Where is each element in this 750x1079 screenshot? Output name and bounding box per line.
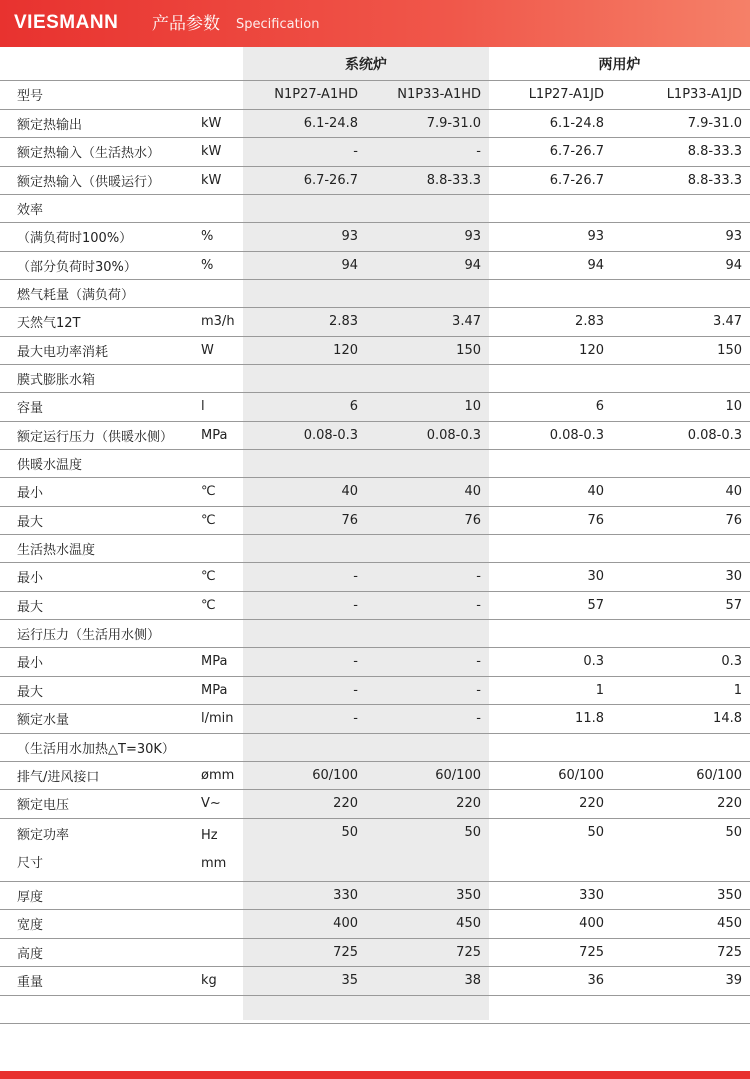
value-cell — [243, 280, 366, 308]
value-cell: 6.7-26.7 — [243, 166, 366, 195]
row-label: 最大 — [0, 506, 197, 535]
value-cell: - — [243, 563, 366, 592]
value-cell — [366, 450, 489, 478]
value-cell: 40 — [366, 478, 489, 507]
row-label: 效率 — [0, 195, 197, 223]
value-cell: 3.47 — [366, 308, 489, 337]
value-cell: 60/100 — [366, 761, 489, 790]
value-cell: - — [243, 676, 366, 705]
value-cell: 30 — [489, 563, 612, 592]
value-cell — [489, 733, 612, 761]
value-cell: 93 — [243, 223, 366, 252]
value-cell — [243, 450, 366, 478]
value-cell: 60/100 — [612, 761, 750, 790]
row-unit: MPa — [197, 421, 243, 450]
row-unit: % — [197, 251, 243, 280]
row-unit: W — [197, 336, 243, 365]
value-cell: 36 — [489, 967, 612, 996]
row-label: 额定功率 尺寸 — [0, 818, 197, 881]
row-unit — [197, 910, 243, 939]
value-cell: 220 — [366, 790, 489, 819]
table-row — [0, 365, 750, 393]
row-label: 排气/进风接口 — [0, 761, 197, 790]
value-cell: 1 — [612, 676, 750, 705]
table-row — [0, 938, 750, 967]
row-label: （满负荷时100%） — [0, 223, 197, 252]
value-cell: 725 — [489, 938, 612, 967]
value-cell — [243, 620, 366, 648]
row-unit: kg — [197, 967, 243, 996]
row-label: 供暖水温度 — [0, 450, 197, 478]
value-cell: 35 — [243, 967, 366, 996]
value-cell: N1P33-A1HD — [366, 81, 489, 110]
value-cell: 350 — [366, 881, 489, 910]
value-cell: 6.1-24.8 — [243, 109, 366, 138]
row-unit: ℃ — [197, 591, 243, 620]
value-cell — [489, 535, 612, 563]
value-cell: 10 — [366, 393, 489, 422]
row-unit — [197, 195, 243, 223]
value-cell: 10 — [612, 393, 750, 422]
value-cell: 60/100 — [489, 761, 612, 790]
value-cell: L1P27-A1JD — [489, 81, 612, 110]
value-cell: 94 — [366, 251, 489, 280]
row-unit — [197, 535, 243, 563]
value-cell — [489, 450, 612, 478]
value-cell — [243, 365, 366, 393]
group-system-boiler: 系统炉 — [243, 47, 489, 81]
row-label: 生活热水温度 — [0, 535, 197, 563]
row-label: （部分负荷时30%） — [0, 251, 197, 280]
value-cell: 450 — [612, 910, 750, 939]
table-row — [0, 733, 750, 761]
value-cell: - — [243, 648, 366, 677]
value-cell: 50 — [489, 818, 612, 881]
table-row — [0, 195, 750, 223]
row-label: 厚度 — [0, 881, 197, 910]
table-row — [0, 280, 750, 308]
value-cell: 94 — [489, 251, 612, 280]
value-cell — [366, 280, 489, 308]
table-row — [0, 251, 750, 280]
value-cell — [612, 195, 750, 223]
table-row — [0, 535, 750, 563]
row-unit: l — [197, 393, 243, 422]
value-cell — [612, 280, 750, 308]
value-cell — [489, 620, 612, 648]
value-cell — [612, 995, 750, 1023]
row-label: 天然气12T — [0, 308, 197, 337]
page-title: 产品参数 — [152, 14, 220, 34]
row-unit: ℃ — [197, 563, 243, 592]
row-unit: ℃ — [197, 506, 243, 535]
table-row — [0, 910, 750, 939]
row-unit: l/min — [197, 705, 243, 734]
table-row — [0, 308, 750, 337]
table-row — [0, 761, 750, 790]
value-cell: 8.8-33.3 — [612, 166, 750, 195]
value-cell: 0.08-0.3 — [612, 421, 750, 450]
value-cell: 6 — [489, 393, 612, 422]
group-combi-boiler: 两用炉 — [489, 47, 750, 81]
table-row — [0, 881, 750, 910]
table-row — [0, 81, 750, 110]
value-cell: 57 — [489, 591, 612, 620]
value-cell: 400 — [489, 910, 612, 939]
spec-table — [0, 47, 750, 1024]
value-cell: 7.9-31.0 — [612, 109, 750, 138]
value-cell: 0.08-0.3 — [243, 421, 366, 450]
table-row — [0, 421, 750, 450]
row-unit — [197, 81, 243, 110]
row-unit: V~ — [197, 790, 243, 819]
table-row — [0, 336, 750, 365]
value-cell — [612, 450, 750, 478]
row-label: 最大电功率消耗 — [0, 336, 197, 365]
value-cell — [612, 620, 750, 648]
value-cell: 40 — [243, 478, 366, 507]
value-cell: 220 — [612, 790, 750, 819]
value-cell: N1P27-A1HD — [243, 81, 366, 110]
table-row — [0, 563, 750, 592]
table-row — [0, 393, 750, 422]
table-row — [0, 790, 750, 819]
value-cell: 150 — [612, 336, 750, 365]
value-cell: 6.1-24.8 — [489, 109, 612, 138]
value-cell: 450 — [366, 910, 489, 939]
value-cell: 40 — [612, 478, 750, 507]
value-cell — [489, 365, 612, 393]
value-cell: 50 — [366, 818, 489, 881]
value-cell: 725 — [243, 938, 366, 967]
row-label: 额定运行压力（供暖水侧） — [0, 421, 197, 450]
value-cell: 40 — [489, 478, 612, 507]
row-unit: Hz mm — [197, 818, 243, 881]
value-cell — [366, 365, 489, 393]
row-label: 额定热输入（生活热水） — [0, 138, 197, 167]
value-cell: 725 — [612, 938, 750, 967]
row-label: 额定电压 — [0, 790, 197, 819]
value-cell: 6 — [243, 393, 366, 422]
value-cell: 39 — [612, 967, 750, 996]
table-row — [0, 450, 750, 478]
row-unit: kW — [197, 166, 243, 195]
value-cell: 0.3 — [489, 648, 612, 677]
value-cell: - — [243, 138, 366, 167]
value-cell — [489, 280, 612, 308]
row-unit — [197, 450, 243, 478]
value-cell: - — [366, 648, 489, 677]
row-label: 最小 — [0, 648, 197, 677]
value-cell — [366, 195, 489, 223]
value-cell — [243, 535, 366, 563]
table-row — [0, 223, 750, 252]
table-row — [0, 676, 750, 705]
row-label: 运行压力（生活用水侧） — [0, 620, 197, 648]
row-label: 宽度 — [0, 910, 197, 939]
value-cell: - — [366, 676, 489, 705]
row-label: 最小 — [0, 478, 197, 507]
value-cell: 330 — [489, 881, 612, 910]
row-label: 最大 — [0, 591, 197, 620]
value-cell: 76 — [243, 506, 366, 535]
row-unit — [197, 733, 243, 761]
row-label: 高度 — [0, 938, 197, 967]
value-cell: 57 — [612, 591, 750, 620]
value-cell: 2.83 — [243, 308, 366, 337]
table-row — [0, 967, 750, 996]
value-cell: 150 — [366, 336, 489, 365]
group-header-row — [0, 47, 750, 81]
table-row — [0, 705, 750, 734]
value-cell: 93 — [366, 223, 489, 252]
row-label: 燃气耗量（满负荷） — [0, 280, 197, 308]
value-cell — [489, 195, 612, 223]
table-row — [0, 818, 750, 881]
value-cell: - — [243, 591, 366, 620]
brand-logo: VIESMANN — [14, 12, 119, 33]
value-cell: 725 — [366, 938, 489, 967]
value-cell: 50 — [243, 818, 366, 881]
row-label: 最小 — [0, 563, 197, 592]
value-cell: 50 — [612, 818, 750, 881]
table-row — [0, 109, 750, 138]
value-cell: 120 — [243, 336, 366, 365]
value-cell: 93 — [489, 223, 612, 252]
row-unit — [197, 620, 243, 648]
row-label: 容量 — [0, 393, 197, 422]
row-unit — [197, 995, 243, 1023]
value-cell — [489, 995, 612, 1023]
value-cell: 330 — [243, 881, 366, 910]
row-label: 额定热输出 — [0, 109, 197, 138]
value-cell: 94 — [243, 251, 366, 280]
value-cell — [366, 535, 489, 563]
row-unit: ℃ — [197, 478, 243, 507]
value-cell: 6.7-26.7 — [489, 166, 612, 195]
value-cell — [612, 365, 750, 393]
value-cell: - — [366, 563, 489, 592]
value-cell: 2.83 — [489, 308, 612, 337]
value-cell: 11.8 — [489, 705, 612, 734]
value-cell: L1P33-A1JD — [612, 81, 750, 110]
row-unit: kW — [197, 109, 243, 138]
value-cell: - — [366, 591, 489, 620]
value-cell: 3.47 — [612, 308, 750, 337]
footer-bar — [0, 1071, 750, 1079]
value-cell — [243, 195, 366, 223]
value-cell: 8.8-33.3 — [366, 166, 489, 195]
value-cell: - — [366, 705, 489, 734]
value-cell: - — [366, 138, 489, 167]
row-unit: kW — [197, 138, 243, 167]
value-cell: 76 — [612, 506, 750, 535]
value-cell: 94 — [612, 251, 750, 280]
value-cell: 76 — [489, 506, 612, 535]
value-cell: 14.8 — [612, 705, 750, 734]
value-cell — [366, 995, 489, 1023]
value-cell — [366, 733, 489, 761]
value-cell: 0.08-0.3 — [489, 421, 612, 450]
row-label: 额定热输入（供暖运行） — [0, 166, 197, 195]
table-row — [0, 478, 750, 507]
value-cell: 400 — [243, 910, 366, 939]
table-row — [0, 166, 750, 195]
table-row — [0, 995, 750, 1023]
value-cell: 0.3 — [612, 648, 750, 677]
table-row — [0, 648, 750, 677]
table-row — [0, 620, 750, 648]
value-cell — [243, 995, 366, 1023]
row-unit — [197, 280, 243, 308]
row-label: 膜式膨胀水箱 — [0, 365, 197, 393]
table-row — [0, 506, 750, 535]
row-label — [0, 995, 197, 1023]
value-cell: 0.08-0.3 — [366, 421, 489, 450]
value-cell — [243, 733, 366, 761]
value-cell: - — [243, 705, 366, 734]
table-row — [0, 591, 750, 620]
value-cell — [612, 733, 750, 761]
value-cell: 30 — [612, 563, 750, 592]
row-unit: % — [197, 223, 243, 252]
row-unit: ømm — [197, 761, 243, 790]
table-row — [0, 138, 750, 167]
value-cell: 6.7-26.7 — [489, 138, 612, 167]
value-cell: 8.8-33.3 — [612, 138, 750, 167]
row-label: 额定水量 — [0, 705, 197, 734]
page-header — [0, 0, 750, 47]
value-cell — [612, 535, 750, 563]
value-cell: 220 — [489, 790, 612, 819]
value-cell — [366, 620, 489, 648]
page-subtitle: Specification — [236, 17, 320, 32]
row-label: 型号 — [0, 81, 197, 110]
row-unit — [197, 365, 243, 393]
row-label: （生活用水加热△T=30K） — [0, 733, 197, 761]
row-unit — [197, 881, 243, 910]
value-cell: 7.9-31.0 — [366, 109, 489, 138]
value-cell: 1 — [489, 676, 612, 705]
value-cell: 120 — [489, 336, 612, 365]
value-cell: 220 — [243, 790, 366, 819]
row-unit: MPa — [197, 648, 243, 677]
value-cell: 350 — [612, 881, 750, 910]
row-unit: MPa — [197, 676, 243, 705]
value-cell: 60/100 — [243, 761, 366, 790]
row-unit — [197, 938, 243, 967]
row-label: 重量 — [0, 967, 197, 996]
value-cell: 93 — [612, 223, 750, 252]
row-unit: m3/h — [197, 308, 243, 337]
value-cell: 76 — [366, 506, 489, 535]
row-label: 最大 — [0, 676, 197, 705]
value-cell: 38 — [366, 967, 489, 996]
